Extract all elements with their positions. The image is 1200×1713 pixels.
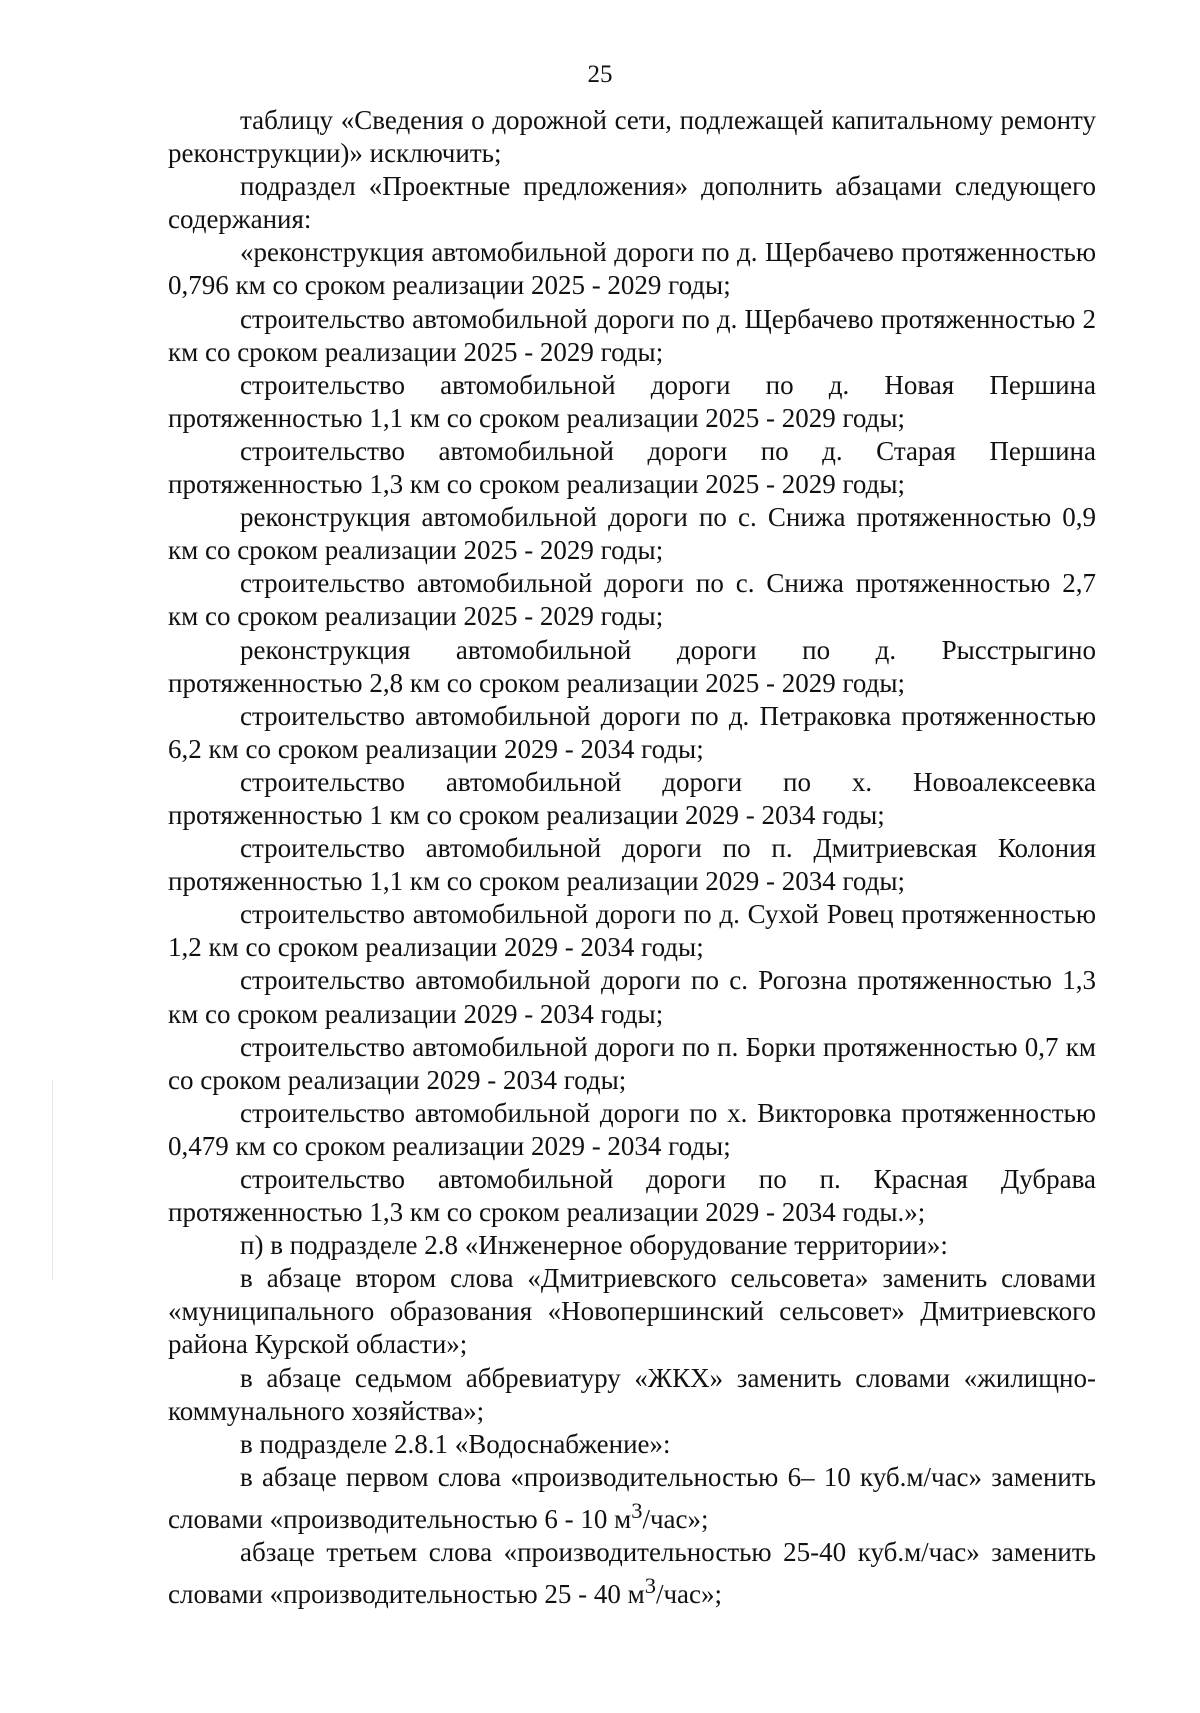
road-item-shcherbachevo-construction: строительство автомобильной дороги по д. Щербачево протяженностью 2 км со сроком реализации 2025 - 2029 годы;: [168, 303, 1096, 367]
paragraph-water-third-abzac: [168, 1536, 1096, 1611]
road-item-snizha-reconstruction: реконструкция автомобильной дороги по с. Снижа протяженностью 0,9 км со сроком реализации 2025 - 2029 годы;: [168, 502, 1096, 566]
road-item-novaya-pershina: строительство автомобильной дороги по д. Новая Першина протяженностью 1,1 км со сроком реализации 2025 - 2029 годы;: [168, 369, 1096, 433]
paragraph-subsection-2-8-1: в подразделе 2.8.1 «Водоснабжение»:: [240, 1428, 671, 1459]
road-item-rysstrygino: реконструкция автомобильной дороги по д. Рысстрыгино протяженностью 2,8 км со сроком реализации 2025 - 2029 годы;: [168, 634, 1096, 698]
road-item-krasnaya-dubrava: строительство автомобильной дороги по п. Красная Дубрава протяженностью 1,3 км со сроком реализации 2029 - 2034 годы.»;: [168, 1164, 1096, 1228]
road-item-dmitrievskaya-koloniya: строительство автомобильной дороги по п. Дмитриевская Колония протяженностью 1,1 км со сроком реализации 2029 - 2034 годы;: [168, 833, 1096, 897]
paragraph-seventh-abzac: в абзаце седьмом аббревиатуру «ЖКХ» заменить словами «жилищно-коммунального хозяйства»;: [168, 1362, 1096, 1426]
paragraph-second-abzac: в абзаце втором слова «Дмитриевского сельсовета» заменить словами «муниципального образования «Новопершинский сельсовет» Дмитриевского района Курской области»;: [168, 1263, 1096, 1360]
water-first-text: в абзаце первом слова «производительностью 6– 10 куб.м/час» заменить словами «производительностью 6 - 10 м: [168, 1461, 1096, 1534]
paragraph-project-proposals: подраздел «Проектные предложения» дополнить абзацами следующего содержания:: [168, 171, 1096, 235]
road-item-snizha-construction: строительство автомобильной дороги по с. Снижа протяженностью 2,7 км со сроком реализации 2025 - 2029 годы;: [168, 568, 1096, 632]
superscript-cubic: 3: [631, 1497, 643, 1523]
road-item-sukhoy-rovets: строительство автомобильной дороги по д. Сухой Ровец протяженностью 1,2 км со сроком реализации 2029 - 2034 годы;: [168, 899, 1096, 963]
document-body: [168, 104, 1096, 1611]
water-first-text-end: /час»;: [642, 1503, 709, 1534]
page-number: 25: [587, 61, 613, 88]
paragraph-subsection-2-8: п) в подразделе 2.8 «Инженерное оборудование территории»:: [240, 1230, 948, 1261]
road-item-viktorovka: строительство автомобильной дороги по х. Викторовка протяженностью 0,479 км со сроком реализации 2029 - 2034 годы;: [168, 1097, 1096, 1161]
road-item-borki: строительство автомобильной дороги по п. Борки протяженностью 0,7 км со сроком реализации 2029 - 2034 годы;: [168, 1031, 1096, 1095]
road-item-petrakovka: строительство автомобильной дороги по д. Петраковка протяженностью 6,2 км со сроком реализации 2029 - 2034 годы;: [168, 700, 1096, 764]
paragraph-water-first-abzac: [168, 1461, 1096, 1536]
water-third-text-end: /час»;: [655, 1579, 723, 1610]
road-item-rogozna: строительство автомобильной дороги по с. Рогозна протяженностью 1,3 км со сроком реализации 2029 - 2034 годы;: [168, 965, 1096, 1029]
scan-margin-mark: [52, 1080, 53, 1280]
paragraph-table-exclusion: таблицу «Сведения о дорожной сети, подлежащей капитальному ремонту реконструкции)» исключить;: [168, 105, 1096, 169]
road-item-staraya-pershina: строительство автомобильной дороги по д. Старая Першина протяженностью 1,3 км со сроком реализации 2025 - 2029 годы;: [168, 435, 1096, 500]
road-item-shcherbachevo-reconstruction: «реконструкция автомобильной дороги по д. Щербачево протяженностью 0,796 км со сроком реализации 2025 - 2029 годы;: [168, 237, 1096, 301]
superscript-cubic: 3: [644, 1573, 656, 1599]
road-item-novoalekseevka: строительство автомобильной дороги по х. Новоалексеевка протяженностью 1 км со сроком реализации 2029 - 2034 годы;: [168, 766, 1096, 830]
water-third-text: абзаце третьем слова «производительностью 25-40 куб.м/час» заменить словами «производительностью 25 - 40 м: [168, 1537, 1096, 1610]
